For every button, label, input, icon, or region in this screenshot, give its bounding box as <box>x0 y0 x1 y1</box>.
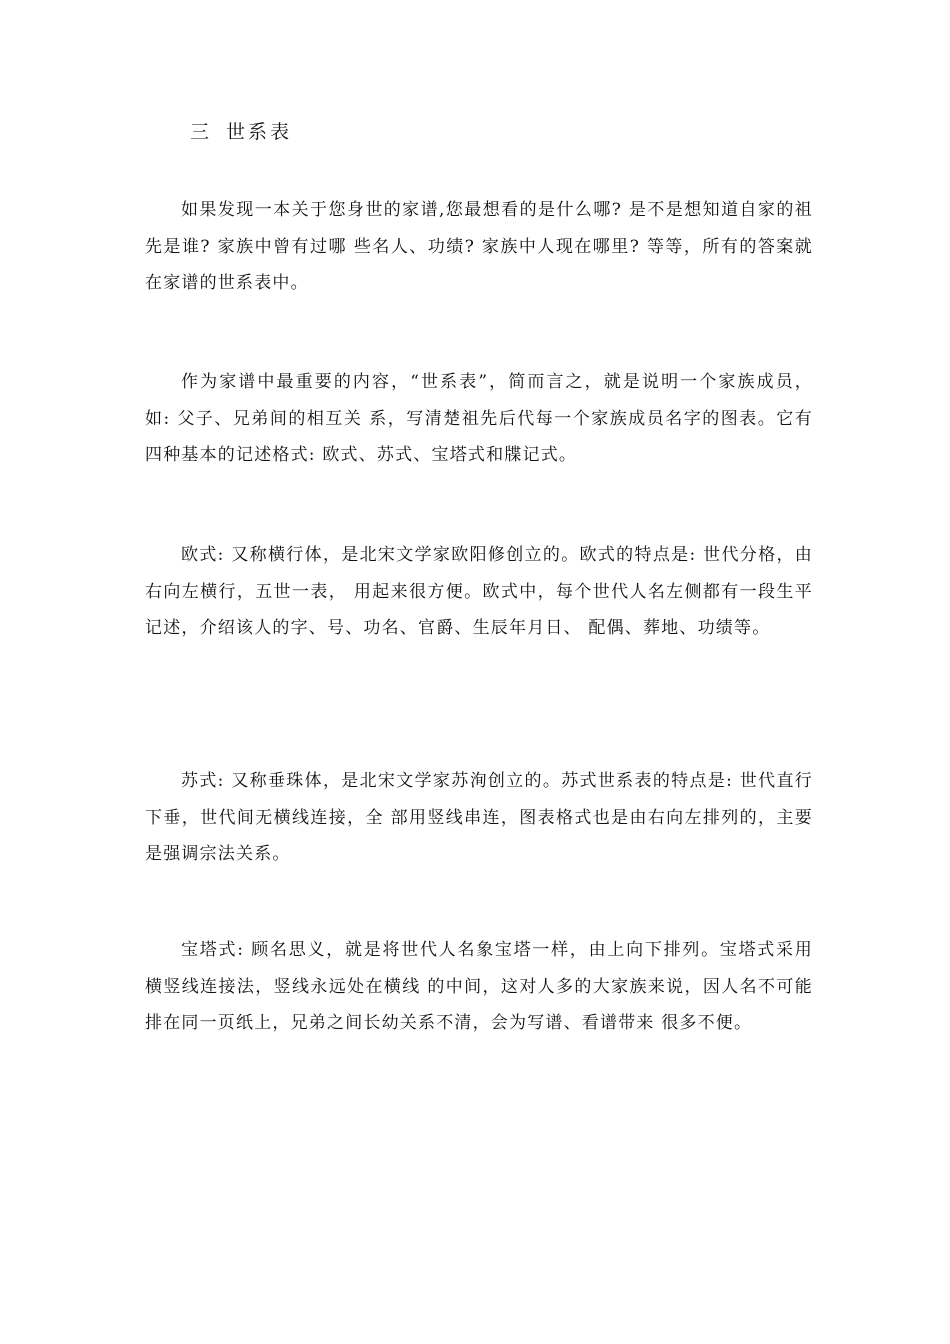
section-title: 世系表 <box>226 121 293 143</box>
paragraph-ou-style: 欧式: 又称横行体，是北宋文学家欧阳修创立的。欧式的特点是: 世代分格，由右向左横行，五世一表， 用起来很方便。欧式中，每个世代人名左侧都有一段生平记述，介绍该人的字、号、功名、官爵、生辰年月日、 配偶、葬地、功绩等。 <box>145 545 813 638</box>
section-heading <box>190 118 292 146</box>
section-number: 三 <box>190 121 213 143</box>
paragraph-definition: 作为家谱中最重要的内容，“世系表”，简而言之，就是说明一个家族成员， 如: 父子、兄弟间的相互关 系，写清楚祖先后代每一个家族成员名字的图表。它有四种基本的记述格式: 欧式、苏式、宝塔式和牒记式。 <box>145 372 813 465</box>
paragraph-intro: 如果发现一本关于您身世的家谱,您最想看的是什么哪? 是不是想知道自家的祖先是谁? 家族中曾有过哪 些名人、功绩? 家族中人现在哪里? 等等，所有的答案就在家谱的世系表中。 <box>145 200 813 293</box>
paragraph-su-style: 苏式: 又称垂珠体，是北宋文学家苏洵创立的。苏式世系表的特点是: 世代直行下垂，世代间无横线连接，全 部用竖线串连，图表格式也是由右向左排列的，主要是强调宗法关系。 <box>145 771 813 864</box>
paragraph-pagoda-style: 宝塔式: 顾名思义，就是将世代人名象宝塔一样，由上向下排列。宝塔式采用横竖线连接法，竖线永远处在横线 的中间，这对人多的大家族来说，因人名不可能排在同一页纸上，兄弟之间长幼关系不清，会为写谱、看谱带来 很多不便。 <box>145 940 813 1033</box>
